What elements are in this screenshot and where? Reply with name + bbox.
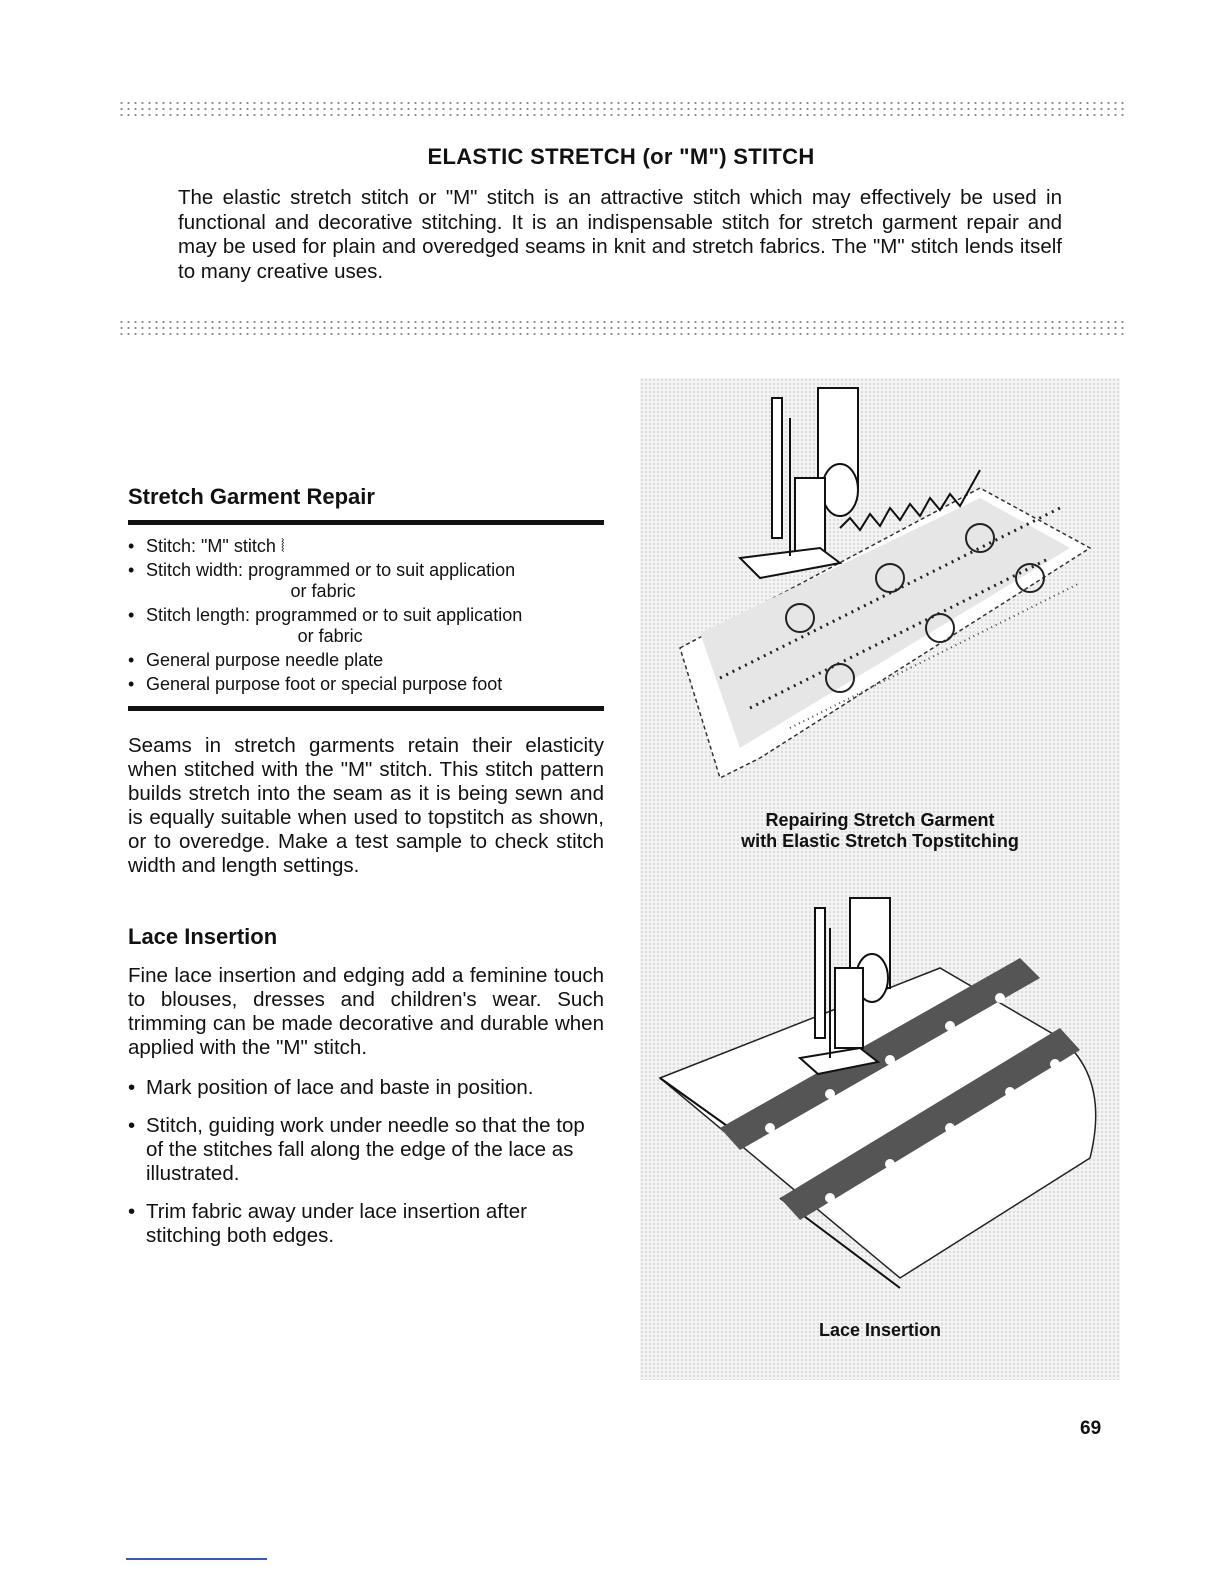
spec-value2-stitch-length: or fabric bbox=[297, 626, 363, 646]
page-number: 69 bbox=[1080, 1418, 1102, 1439]
intro-box bbox=[118, 100, 1124, 335]
intro-paragraph: The elastic stretch stitch or "M" stitch is an attractive stitch which may effectively be used in functional and decorative stitching. It is an indispensable stitch for stretch garment repair and may be used for plain and overedged seams in knit and stretch fabrics. The "M" stitch lends itself to many creative uses. bbox=[178, 186, 1062, 283]
figure-caption-1-line-2: with Elastic Stretch Topstitching bbox=[741, 831, 1019, 851]
page-title: ELASTIC STRETCH (or "M") STITCH bbox=[427, 144, 815, 169]
spec-value2-stitch-width: or fabric bbox=[290, 581, 356, 601]
lace-insertion-illustration bbox=[640, 898, 1120, 1338]
spec-value-stitch-width: programmed or to suit application bbox=[248, 560, 516, 580]
repair-paragraph: Seams in stretch garments retain their elasticity when stitched with the "M" stitch. This stitch pattern builds stretch into the seam as it is being sewn and is equally suitable when used to topstitch as shown, or to overedge. Make a test sample to check stitch width and length settings. bbox=[128, 734, 604, 877]
spec-item-needle-plate: • General purpose needle plate bbox=[128, 650, 604, 671]
spec-item-stitch: • Stitch: "M" stitch ⦚ bbox=[128, 536, 604, 557]
spec-rule-bottom bbox=[128, 706, 604, 711]
stretch-garment-illustration bbox=[640, 378, 1120, 808]
figure-caption-1 bbox=[640, 810, 1120, 852]
spec-item-stitch-width: • Stitch width: programmed or to suit application or fabric bbox=[128, 560, 604, 602]
spec-list bbox=[128, 536, 604, 698]
spec-value-stitch-length: programmed or to suit application bbox=[255, 605, 523, 625]
spec-item-foot: • General purpose foot or special purpose foot bbox=[128, 674, 604, 695]
figure-panel bbox=[640, 378, 1120, 1380]
lace-step-3: • Trim fabric away under lace insertion after stitching both edges. bbox=[128, 1200, 604, 1248]
section-heading-lace-insertion: Lace Insertion bbox=[128, 924, 278, 949]
spec-rule-top bbox=[128, 520, 604, 525]
dotted-border-top bbox=[118, 100, 1124, 116]
spec-value-stitch: "M" stitch bbox=[201, 536, 276, 556]
figure-caption-1-line-1: Repairing Stretch Garment bbox=[765, 810, 995, 830]
lace-steps bbox=[128, 1076, 604, 1262]
footer-underline bbox=[126, 1558, 267, 1560]
m-stitch-symbol-icon: ⦚ bbox=[280, 536, 285, 556]
section-heading-stretch-garment-repair: Stretch Garment Repair bbox=[128, 484, 375, 509]
dotted-border-bottom bbox=[118, 319, 1124, 335]
spec-item-stitch-length: • Stitch length: programmed or to suit application or fabric bbox=[128, 605, 604, 647]
lace-step-2: • Stitch, guiding work under needle so that the top of the stitches fall along the edge of the lace as illustrated. bbox=[128, 1114, 604, 1186]
lace-step-1: • Mark position of lace and baste in position. bbox=[128, 1076, 604, 1100]
figure-caption-2: Lace Insertion bbox=[818, 1320, 942, 1340]
lace-paragraph: Fine lace insertion and edging add a feminine touch to blouses, dresses and children's wear. Such trimming can be made decorative and durable when applied with the "M" stitch. bbox=[128, 964, 604, 1059]
